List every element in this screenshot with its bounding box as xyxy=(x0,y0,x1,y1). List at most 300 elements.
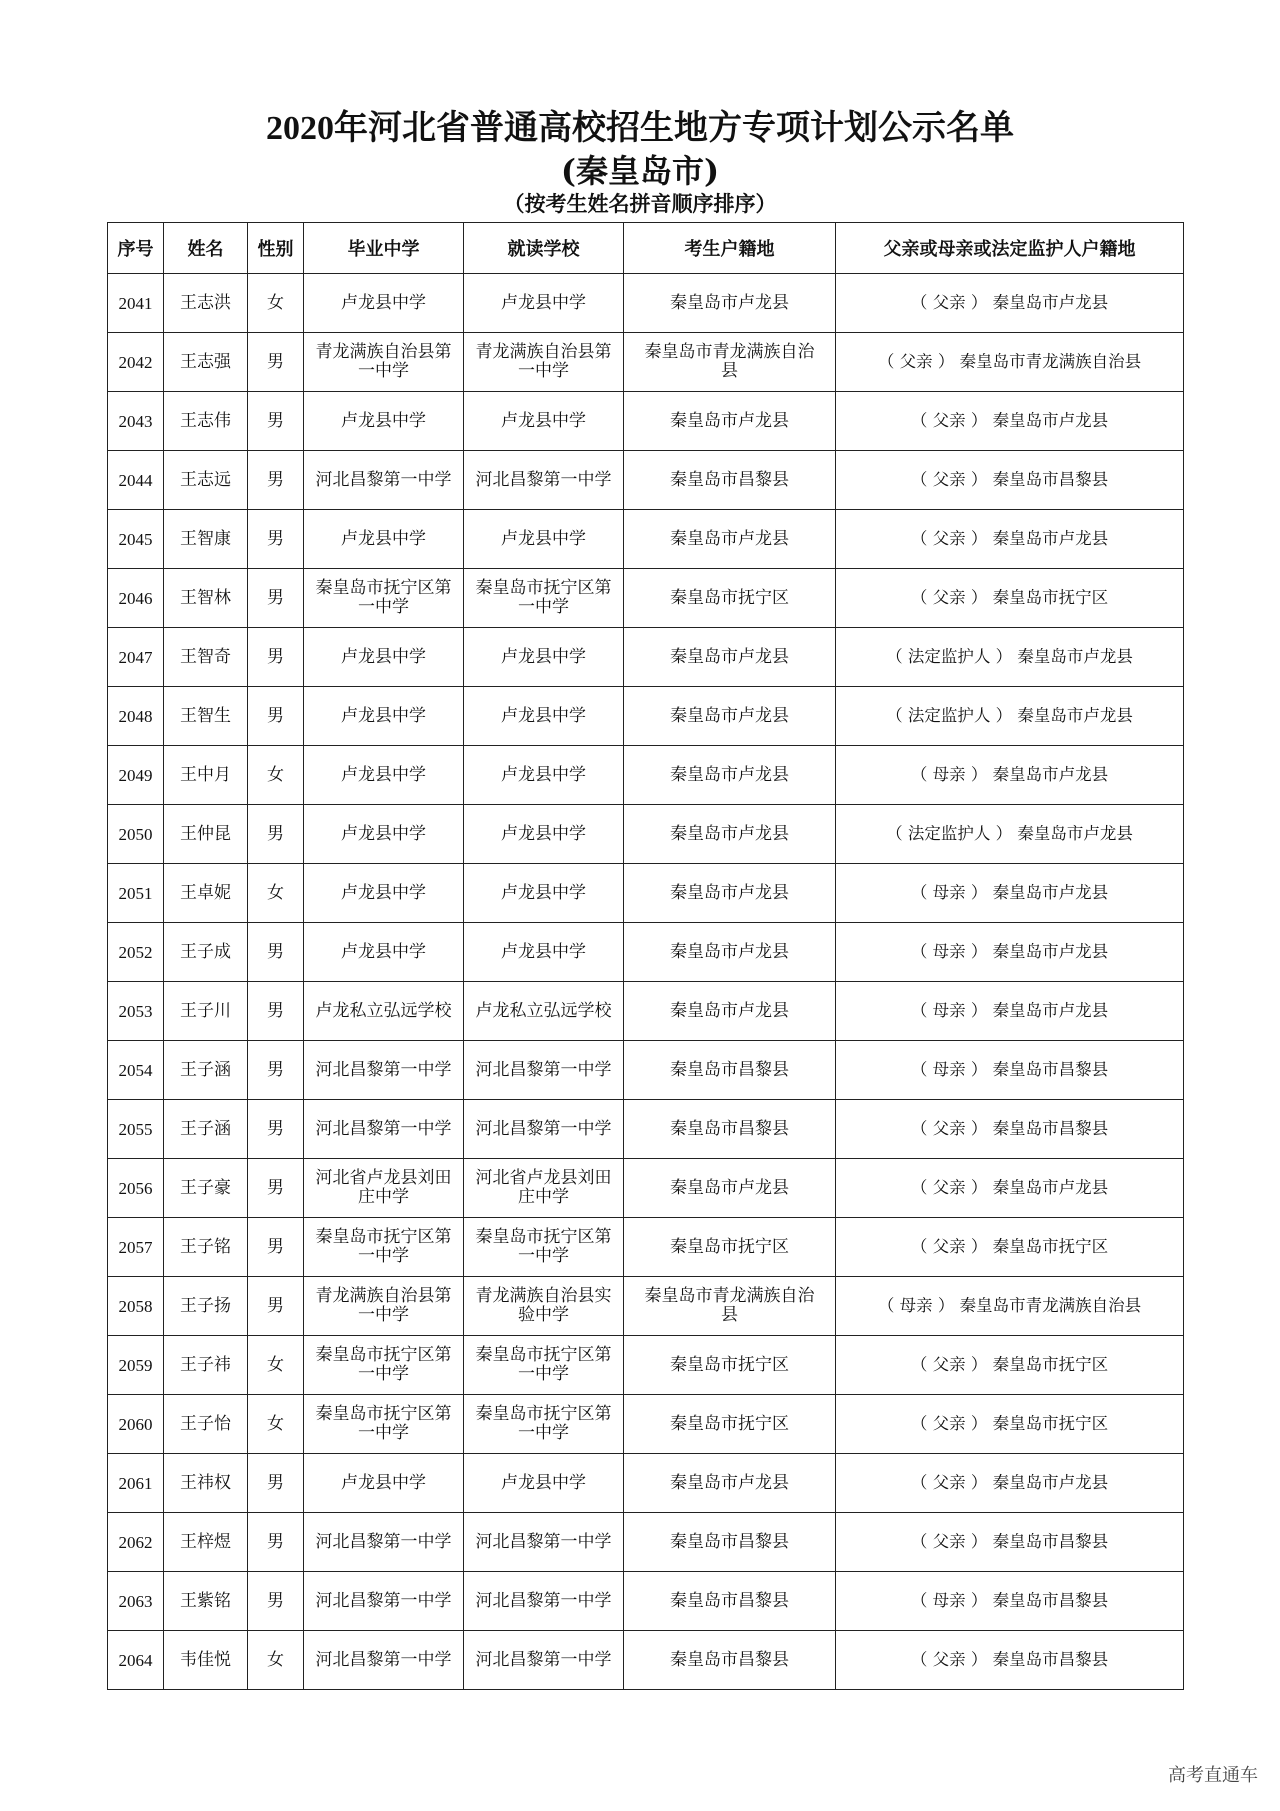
cell-no xyxy=(108,864,164,923)
cell-current-school xyxy=(464,923,624,982)
cell-gender xyxy=(248,746,304,805)
cell-residence xyxy=(624,510,836,569)
cell-guardian-residence xyxy=(836,392,1184,451)
cell-gender-text: 女 xyxy=(267,764,284,785)
cell-guardian-residence-text: （ 父亲 ） 秦皇岛市昌黎县 xyxy=(910,470,1109,489)
cell-no-text: 2051 xyxy=(118,883,153,903)
cell-gender-text: 女 xyxy=(267,292,284,313)
cell-gender-text: 男 xyxy=(267,1472,284,1493)
cell-residence-text: 秦皇岛市卢龙县 xyxy=(670,1177,789,1198)
cell-no xyxy=(108,333,164,392)
cell-current-school-text: 河北昌黎第一中学 xyxy=(475,469,612,490)
cell-gender-text: 男 xyxy=(267,351,284,372)
cell-name-text: 王智林 xyxy=(180,587,231,608)
cell-name-text: 王子铭 xyxy=(180,1236,231,1257)
document-subtitle: (秦皇岛市) xyxy=(560,152,720,190)
cell-current-school-text: 河北昌黎第一中学 xyxy=(475,1118,612,1139)
cell-residence-text: 秦皇岛市昌黎县 xyxy=(670,469,789,490)
cell-name xyxy=(164,1513,248,1572)
cell-guardian-residence xyxy=(836,982,1184,1041)
cell-current-school-text: 卢龙县中学 xyxy=(501,764,586,785)
cell-name-text: 王子川 xyxy=(180,1000,231,1021)
cell-current-school-text: 河北昌黎第一中学 xyxy=(475,1649,612,1670)
cell-grad-school xyxy=(304,1631,464,1690)
cell-gender-text: 女 xyxy=(267,882,284,903)
cell-guardian-residence xyxy=(836,1218,1184,1277)
cell-current-school-text: 卢龙县中学 xyxy=(501,823,586,844)
cell-gender xyxy=(248,1100,304,1159)
cell-no xyxy=(108,1159,164,1218)
cell-name-text: 王子怡 xyxy=(180,1413,231,1434)
cell-residence xyxy=(624,274,836,333)
cell-guardian-residence-text: （ 母亲 ） 秦皇岛市卢龙县 xyxy=(910,942,1109,961)
cell-grad-school-text: 卢龙县中学 xyxy=(341,1472,426,1493)
cell-current-school-text: 卢龙县中学 xyxy=(501,941,586,962)
cell-no xyxy=(108,1631,164,1690)
cell-residence xyxy=(624,1513,836,1572)
cell-name xyxy=(164,805,248,864)
cell-current-school-text: 河北省卢龙县刘田庄中学 xyxy=(475,1168,612,1207)
cell-name-text: 王子涵 xyxy=(180,1118,231,1139)
cell-grad-school xyxy=(304,687,464,746)
header-current-school: 就读学校 xyxy=(464,223,624,274)
cell-current-school-text: 卢龙县中学 xyxy=(501,646,586,667)
cell-residence xyxy=(624,1277,836,1336)
cell-guardian-residence-text: （ 法定监护人 ） 秦皇岛市卢龙县 xyxy=(886,706,1133,725)
cell-no-text: 2044 xyxy=(118,470,153,490)
cell-name xyxy=(164,923,248,982)
cell-grad-school-text: 青龙满族自治县第一中学 xyxy=(315,1286,452,1325)
cell-name-text: 王志伟 xyxy=(180,410,231,431)
cell-gender xyxy=(248,1277,304,1336)
watermark-text: 高考直通车 xyxy=(1168,1765,1258,1786)
cell-name xyxy=(164,864,248,923)
cell-grad-school-text: 卢龙县中学 xyxy=(341,941,426,962)
cell-residence-text: 秦皇岛市抚宁区 xyxy=(670,1413,789,1434)
cell-current-school xyxy=(464,1336,624,1395)
cell-current-school-text: 青龙满族自治县第一中学 xyxy=(475,342,612,381)
cell-guardian-residence-text: （ 父亲 ） 秦皇岛市抚宁区 xyxy=(910,1237,1109,1256)
cell-residence-text: 秦皇岛市抚宁区 xyxy=(670,1354,789,1375)
cell-no xyxy=(108,628,164,687)
cell-current-school-text: 河北昌黎第一中学 xyxy=(475,1531,612,1552)
table-row xyxy=(108,1572,1184,1631)
cell-residence xyxy=(624,1454,836,1513)
cell-name xyxy=(164,392,248,451)
table-row xyxy=(108,1454,1184,1513)
header-no: 序号 xyxy=(108,223,164,274)
cell-guardian-residence xyxy=(836,1395,1184,1454)
cell-no-text: 2061 xyxy=(118,1473,153,1493)
cell-residence xyxy=(624,1336,836,1395)
cell-no xyxy=(108,1395,164,1454)
cell-current-school-text: 秦皇岛市抚宁区第一中学 xyxy=(475,1227,612,1266)
cell-guardian-residence-text: （ 母亲 ） 秦皇岛市青龙满族自治县 xyxy=(877,1296,1142,1315)
cell-grad-school-text: 秦皇岛市抚宁区第一中学 xyxy=(315,578,452,617)
cell-residence-text: 秦皇岛市青龙满族自治县 xyxy=(644,1286,815,1325)
cell-residence xyxy=(624,569,836,628)
cell-guardian-residence-text: （ 母亲 ） 秦皇岛市昌黎县 xyxy=(910,1591,1109,1610)
cell-residence-text: 秦皇岛市抚宁区 xyxy=(670,1236,789,1257)
cell-gender xyxy=(248,982,304,1041)
cell-grad-school-text: 河北昌黎第一中学 xyxy=(315,469,452,490)
cell-gender-text: 女 xyxy=(267,1354,284,1375)
cell-current-school xyxy=(464,1041,624,1100)
cell-grad-school xyxy=(304,1041,464,1100)
cell-name xyxy=(164,451,248,510)
cell-current-school xyxy=(464,1513,624,1572)
cell-current-school-text: 卢龙县中学 xyxy=(501,882,586,903)
cell-guardian-residence-text: （ 法定监护人 ） 秦皇岛市卢龙县 xyxy=(886,824,1133,843)
cell-no xyxy=(108,982,164,1041)
cell-grad-school-text: 河北昌黎第一中学 xyxy=(315,1118,452,1139)
cell-current-school xyxy=(464,1631,624,1690)
cell-no-text: 2043 xyxy=(118,411,153,431)
table-row xyxy=(108,1513,1184,1572)
cell-gender xyxy=(248,392,304,451)
cell-residence xyxy=(624,1159,836,1218)
cell-no-text: 2050 xyxy=(118,824,153,844)
cell-name-text: 王智生 xyxy=(180,705,231,726)
cell-gender-text: 男 xyxy=(267,1118,284,1139)
cell-gender-text: 男 xyxy=(267,528,284,549)
table-row xyxy=(108,1159,1184,1218)
cell-name xyxy=(164,1395,248,1454)
cell-current-school-text: 卢龙县中学 xyxy=(501,410,586,431)
cell-current-school xyxy=(464,451,624,510)
cell-gender-text: 女 xyxy=(267,1649,284,1670)
cell-grad-school xyxy=(304,1100,464,1159)
cell-grad-school xyxy=(304,1454,464,1513)
cell-current-school xyxy=(464,864,624,923)
cell-gender-text: 男 xyxy=(267,1295,284,1316)
header-residence: 考生户籍地 xyxy=(624,223,836,274)
cell-name-text: 王梓煜 xyxy=(180,1531,231,1552)
cell-no xyxy=(108,1218,164,1277)
cell-guardian-residence xyxy=(836,923,1184,982)
cell-gender xyxy=(248,628,304,687)
cell-guardian-residence xyxy=(836,569,1184,628)
cell-grad-school xyxy=(304,1572,464,1631)
cell-no-text: 2058 xyxy=(118,1296,153,1316)
cell-residence-text: 秦皇岛市青龙满族自治县 xyxy=(644,342,815,381)
cell-residence xyxy=(624,628,836,687)
cell-grad-school xyxy=(304,864,464,923)
cell-name xyxy=(164,746,248,805)
cell-grad-school xyxy=(304,392,464,451)
cell-guardian-residence xyxy=(836,628,1184,687)
cell-gender xyxy=(248,687,304,746)
cell-gender xyxy=(248,923,304,982)
cell-current-school-text: 卢龙县中学 xyxy=(501,705,586,726)
cell-name-text: 王卓妮 xyxy=(180,882,231,903)
cell-guardian-residence xyxy=(836,1159,1184,1218)
cell-residence-text: 秦皇岛市卢龙县 xyxy=(670,292,789,313)
cell-name xyxy=(164,1277,248,1336)
header-grad-school: 毕业中学 xyxy=(304,223,464,274)
cell-name-text: 王子涵 xyxy=(180,1059,231,1080)
cell-current-school xyxy=(464,687,624,746)
cell-current-school xyxy=(464,1218,624,1277)
cell-name xyxy=(164,1100,248,1159)
table-row xyxy=(108,451,1184,510)
cell-name-text: 王仲昆 xyxy=(180,823,231,844)
header-gender: 性别 xyxy=(248,223,304,274)
cell-no-text: 2056 xyxy=(118,1178,153,1198)
cell-guardian-residence-text: （ 父亲 ） 秦皇岛市昌黎县 xyxy=(910,1119,1109,1138)
cell-guardian-residence xyxy=(836,451,1184,510)
cell-name-text: 韦佳悦 xyxy=(180,1649,231,1670)
table-row xyxy=(108,1041,1184,1100)
cell-name xyxy=(164,1159,248,1218)
sort-note: （按考生姓名拼音顺序排序） xyxy=(503,191,777,216)
cell-grad-school xyxy=(304,1218,464,1277)
cell-grad-school xyxy=(304,274,464,333)
cell-grad-school-text: 卢龙县中学 xyxy=(341,823,426,844)
cell-grad-school xyxy=(304,569,464,628)
cell-no-text: 2057 xyxy=(118,1237,153,1257)
cell-residence xyxy=(624,923,836,982)
cell-grad-school-text: 河北昌黎第一中学 xyxy=(315,1649,452,1670)
cell-no xyxy=(108,1572,164,1631)
cell-no xyxy=(108,392,164,451)
cell-residence xyxy=(624,1041,836,1100)
cell-residence-text: 秦皇岛市卢龙县 xyxy=(670,764,789,785)
cell-guardian-residence-text: （ 父亲 ） 秦皇岛市抚宁区 xyxy=(910,1355,1109,1374)
cell-no xyxy=(108,1041,164,1100)
cell-gender-text: 男 xyxy=(267,410,284,431)
table-row xyxy=(108,1277,1184,1336)
table-row xyxy=(108,510,1184,569)
cell-no xyxy=(108,687,164,746)
cell-gender xyxy=(248,274,304,333)
cell-name-text: 王智康 xyxy=(180,528,231,549)
cell-grad-school xyxy=(304,510,464,569)
cell-no-text: 2053 xyxy=(118,1001,153,1021)
cell-residence-text: 秦皇岛市卢龙县 xyxy=(670,1472,789,1493)
cell-current-school-text: 卢龙县中学 xyxy=(501,528,586,549)
cell-grad-school xyxy=(304,982,464,1041)
cell-current-school xyxy=(464,1100,624,1159)
cell-no-text: 2045 xyxy=(118,529,153,549)
cell-residence xyxy=(624,1631,836,1690)
cell-grad-school-text: 卢龙县中学 xyxy=(341,292,426,313)
cell-no-text: 2052 xyxy=(118,942,153,962)
cell-residence xyxy=(624,1395,836,1454)
cell-grad-school xyxy=(304,805,464,864)
cell-guardian-residence-text: （ 父亲 ） 秦皇岛市抚宁区 xyxy=(910,588,1109,607)
table-row xyxy=(108,1100,1184,1159)
cell-residence-text: 秦皇岛市卢龙县 xyxy=(670,646,789,667)
cell-name-text: 王中月 xyxy=(180,764,231,785)
candidate-table xyxy=(107,222,1184,1690)
cell-current-school-text: 河北昌黎第一中学 xyxy=(475,1059,612,1080)
cell-guardian-residence xyxy=(836,1631,1184,1690)
cell-guardian-residence xyxy=(836,746,1184,805)
cell-residence-text: 秦皇岛市卢龙县 xyxy=(670,410,789,431)
cell-no-text: 2042 xyxy=(118,352,153,372)
cell-grad-school-text: 卢龙私立弘远学校 xyxy=(315,1000,452,1021)
cell-name xyxy=(164,628,248,687)
cell-gender xyxy=(248,569,304,628)
table-row xyxy=(108,1336,1184,1395)
cell-name-text: 王祎权 xyxy=(180,1472,231,1493)
cell-guardian-residence xyxy=(836,1041,1184,1100)
table-row xyxy=(108,805,1184,864)
cell-gender xyxy=(248,1218,304,1277)
cell-no-text: 2049 xyxy=(118,765,153,785)
cell-residence-text: 秦皇岛市卢龙县 xyxy=(670,1000,789,1021)
cell-grad-school-text: 秦皇岛市抚宁区第一中学 xyxy=(315,1404,452,1443)
document-title: 2020年河北省普通高校招生地方专项计划公示名单 xyxy=(266,110,1014,147)
cell-current-school xyxy=(464,569,624,628)
cell-name xyxy=(164,274,248,333)
table-row xyxy=(108,628,1184,687)
cell-no-text: 2060 xyxy=(118,1414,153,1434)
table-row xyxy=(108,392,1184,451)
cell-name-text: 王智奇 xyxy=(180,646,231,667)
cell-residence-text: 秦皇岛市卢龙县 xyxy=(670,941,789,962)
cell-grad-school xyxy=(304,628,464,687)
cell-current-school xyxy=(464,510,624,569)
cell-name xyxy=(164,1631,248,1690)
cell-no xyxy=(108,510,164,569)
cell-grad-school-text: 秦皇岛市抚宁区第一中学 xyxy=(315,1345,452,1384)
cell-gender-text: 男 xyxy=(267,1059,284,1080)
table-row xyxy=(108,687,1184,746)
table-row xyxy=(108,923,1184,982)
cell-residence xyxy=(624,687,836,746)
cell-guardian-residence xyxy=(836,805,1184,864)
cell-current-school xyxy=(464,333,624,392)
cell-residence-text: 秦皇岛市昌黎县 xyxy=(670,1590,789,1611)
cell-guardian-residence-text: （ 法定监护人 ） 秦皇岛市卢龙县 xyxy=(886,647,1133,666)
cell-grad-school xyxy=(304,1513,464,1572)
cell-grad-school xyxy=(304,1395,464,1454)
cell-residence-text: 秦皇岛市抚宁区 xyxy=(670,587,789,608)
cell-name xyxy=(164,687,248,746)
cell-gender xyxy=(248,1041,304,1100)
cell-name-text: 王志洪 xyxy=(180,292,231,313)
cell-current-school xyxy=(464,1159,624,1218)
cell-name xyxy=(164,569,248,628)
cell-gender xyxy=(248,333,304,392)
cell-guardian-residence-text: （ 父亲 ） 秦皇岛市卢龙县 xyxy=(910,1178,1109,1197)
cell-gender xyxy=(248,1631,304,1690)
cell-residence-text: 秦皇岛市卢龙县 xyxy=(670,528,789,549)
cell-gender-text: 男 xyxy=(267,941,284,962)
cell-residence-text: 秦皇岛市昌黎县 xyxy=(670,1649,789,1670)
cell-name-text: 王志远 xyxy=(180,469,231,490)
cell-current-school xyxy=(464,392,624,451)
table-row xyxy=(108,274,1184,333)
cell-gender xyxy=(248,864,304,923)
cell-gender-text: 女 xyxy=(267,1413,284,1434)
cell-grad-school xyxy=(304,333,464,392)
cell-residence xyxy=(624,1218,836,1277)
cell-grad-school-text: 河北省卢龙县刘田庄中学 xyxy=(315,1168,452,1207)
cell-current-school xyxy=(464,1277,624,1336)
cell-no-text: 2048 xyxy=(118,706,153,726)
cell-current-school xyxy=(464,805,624,864)
cell-current-school xyxy=(464,982,624,1041)
cell-guardian-residence xyxy=(836,333,1184,392)
cell-guardian-residence-text: （ 母亲 ） 秦皇岛市卢龙县 xyxy=(910,765,1109,784)
cell-residence xyxy=(624,451,836,510)
cell-grad-school-text: 卢龙县中学 xyxy=(341,528,426,549)
cell-grad-school-text: 秦皇岛市抚宁区第一中学 xyxy=(315,1227,452,1266)
cell-grad-school xyxy=(304,923,464,982)
cell-name xyxy=(164,982,248,1041)
cell-grad-school-text: 河北昌黎第一中学 xyxy=(315,1059,452,1080)
cell-current-school xyxy=(464,746,624,805)
cell-grad-school xyxy=(304,746,464,805)
cell-gender-text: 男 xyxy=(267,587,284,608)
cell-guardian-residence-text: （ 父亲 ） 秦皇岛市昌黎县 xyxy=(910,1532,1109,1551)
cell-current-school-text: 卢龙县中学 xyxy=(501,292,586,313)
table-row xyxy=(108,982,1184,1041)
cell-current-school xyxy=(464,1395,624,1454)
cell-guardian-residence-text: （ 母亲 ） 秦皇岛市卢龙县 xyxy=(910,1001,1109,1020)
cell-no xyxy=(108,1336,164,1395)
cell-guardian-residence-text: （ 母亲 ） 秦皇岛市卢龙县 xyxy=(910,883,1109,902)
header-guardian-residence: 父亲或母亲或法定监护人户籍地 xyxy=(836,223,1184,274)
cell-name-text: 王子豪 xyxy=(180,1177,231,1198)
cell-gender-text: 男 xyxy=(267,1000,284,1021)
cell-no-text: 2062 xyxy=(118,1532,153,1552)
cell-no xyxy=(108,274,164,333)
cell-current-school-text: 秦皇岛市抚宁区第一中学 xyxy=(475,1404,612,1443)
cell-no-text: 2055 xyxy=(118,1119,153,1139)
cell-residence xyxy=(624,333,836,392)
cell-guardian-residence-text: （ 父亲 ） 秦皇岛市青龙满族自治县 xyxy=(877,352,1142,371)
cell-no xyxy=(108,746,164,805)
table-header-row xyxy=(108,223,1184,274)
cell-current-school-text: 秦皇岛市抚宁区第一中学 xyxy=(475,578,612,617)
table-row xyxy=(108,1395,1184,1454)
cell-grad-school-text: 河北昌黎第一中学 xyxy=(315,1531,452,1552)
cell-name-text: 王志强 xyxy=(180,351,231,372)
cell-gender-text: 男 xyxy=(267,1590,284,1611)
table-row xyxy=(108,1631,1184,1690)
cell-gender xyxy=(248,1572,304,1631)
cell-current-school-text: 秦皇岛市抚宁区第一中学 xyxy=(475,1345,612,1384)
cell-gender xyxy=(248,1336,304,1395)
cell-gender-text: 男 xyxy=(267,1531,284,1552)
cell-no-text: 2046 xyxy=(118,588,153,608)
cell-guardian-residence xyxy=(836,274,1184,333)
cell-residence-text: 秦皇岛市昌黎县 xyxy=(670,1059,789,1080)
cell-residence xyxy=(624,392,836,451)
cell-name xyxy=(164,1572,248,1631)
cell-residence xyxy=(624,1100,836,1159)
cell-no xyxy=(108,923,164,982)
cell-guardian-residence xyxy=(836,687,1184,746)
cell-gender xyxy=(248,510,304,569)
cell-name xyxy=(164,510,248,569)
cell-grad-school-text: 卢龙县中学 xyxy=(341,882,426,903)
cell-no xyxy=(108,569,164,628)
cell-name xyxy=(164,1041,248,1100)
cell-current-school xyxy=(464,628,624,687)
cell-residence-text: 秦皇岛市昌黎县 xyxy=(670,1118,789,1139)
cell-name xyxy=(164,1454,248,1513)
cell-guardian-residence xyxy=(836,864,1184,923)
cell-guardian-residence-text: （ 母亲 ） 秦皇岛市昌黎县 xyxy=(910,1060,1109,1079)
cell-gender-text: 男 xyxy=(267,646,284,667)
cell-guardian-residence xyxy=(836,1277,1184,1336)
cell-no-text: 2063 xyxy=(118,1591,153,1611)
